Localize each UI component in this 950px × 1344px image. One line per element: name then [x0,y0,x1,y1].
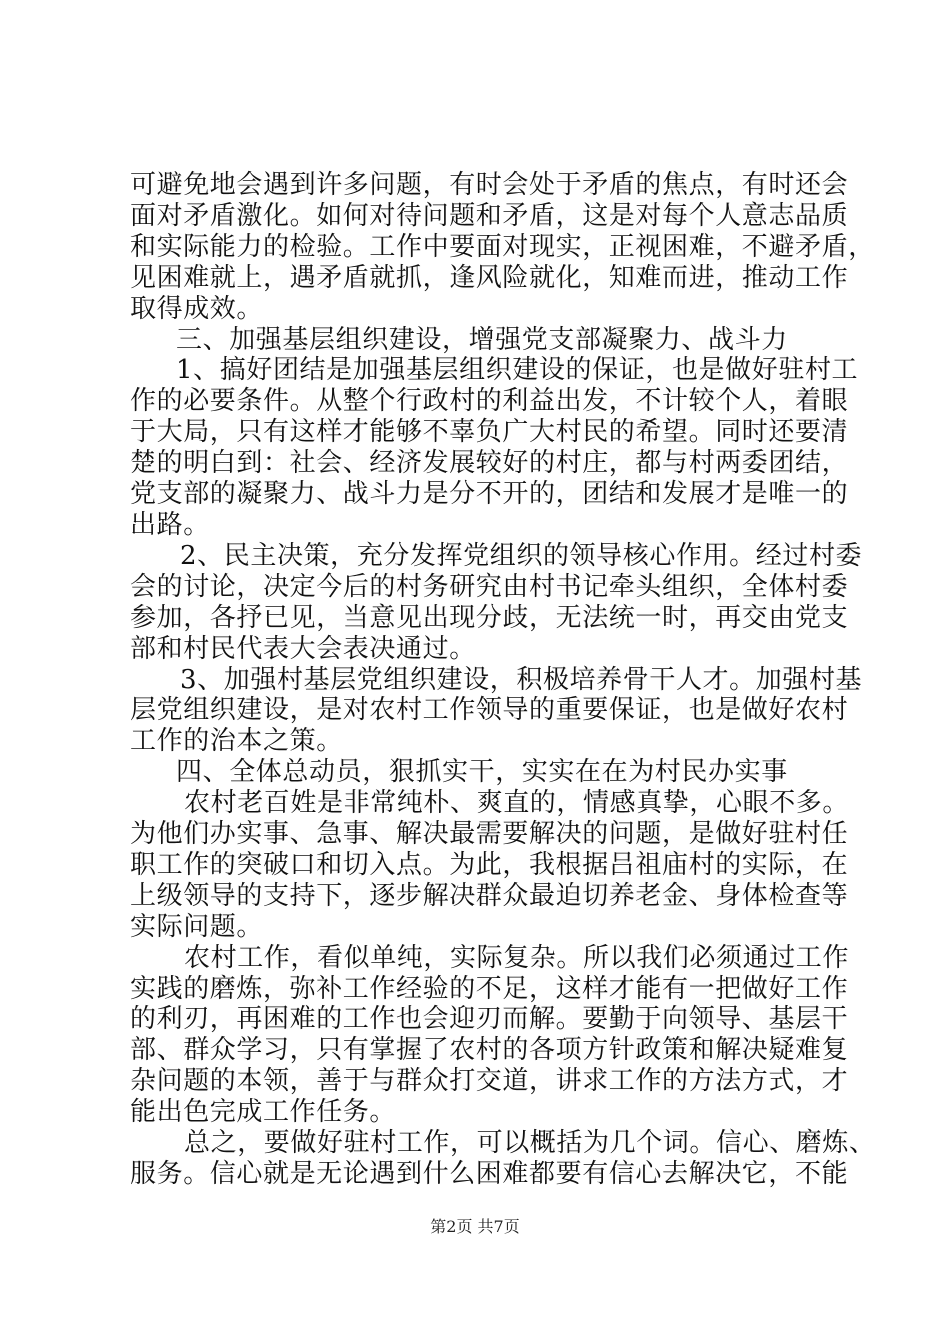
text-line: 见困难就上，遇矛盾就抓，逢风险就化，知难而进，推动工作 [130,262,849,293]
text-line: 取得成效。 [130,293,264,324]
paragraph-first-line: 农村老百姓是非常纯朴、爽直的，情感真挚，心眼不多。 [184,788,850,819]
paragraph-first-line: 2、民主决策，充分发挥党组织的领导核心作用。经过村委 [180,540,863,571]
text-line: 参加，各抒已见，当意见出现分歧，无法统一时，再交由党支 [130,602,849,633]
text-line: 党支部的凝聚力、战斗力是分不开的，团结和发展才是唯一的 [130,479,849,510]
text-line: 为他们办实事、急事、解决最需要解决的问题，是做好驻村任 [130,819,849,850]
text-line: 出路。 [130,509,210,540]
text-line: 部和村民代表大会表决通过。 [130,633,476,664]
text-line: 可避免地会遇到许多问题，有时会处于矛盾的焦点，有时还会 [130,170,849,200]
text-line: 面对矛盾激化。如何对待问题和矛盾，这是对每个人意志品质 [130,200,849,231]
text-line: 楚的明白到：社会、经济发展较好的村庄，都与村两委团结， [130,448,849,479]
text-line: 实际问题。 [130,911,264,942]
text-line: 于大局，只有这样才能够不辜负广大村民的希望。同时还要清 [130,417,849,448]
section-heading: 三、加强基层组织建设，增强党支部凝聚力、战斗力 [176,324,788,355]
paragraph-first-line: 1、搞好团结是加强基层组织建设的保证，也是做好驻村工 [176,355,859,386]
section-heading: 四、全体总动员，狠抓实干，实实在在为村民办实事 [176,757,788,788]
text-line: 作的必要条件。从整个行政村的利益出发，不计较个人，着眼 [130,386,849,417]
text-line: 服务。信心就是无论遇到什么困难都要有信心去解决它，不能 [130,1159,849,1189]
text-line: 的利刃，再困难的工作也会迎刃而解。要勤于向领导、基层干 [130,1004,849,1035]
document-body [130,170,876,1190]
paragraph-first-line: 总之，要做好驻村工作，可以概括为几个词。信心、磨炼、 [184,1128,876,1159]
text-line: 职工作的突破口和切入点。为此，我根据吕祖庙村的实际，在 [130,849,849,880]
text-line: 上级领导的支持下，逐步解决群众最迫切养老金、身体检查等 [130,880,849,911]
text-line: 能出色完成工作任务。 [130,1097,397,1128]
text-line: 和实际能力的检验。工作中要面对现实，正视困难，不避矛盾， [130,231,875,262]
text-line: 杂问题的本领，善于与群众打交道，讲求工作的方法方式，才 [130,1066,849,1097]
text-line: 部、群众学习，只有掌握了农村的各项方针政策和解决疑难复 [130,1035,849,1066]
text-line: 实践的磨炼，弥补工作经验的不足，这样才能有一把做好工作 [130,973,849,1004]
text-line: 工作的治本之策。 [130,726,343,757]
page-number-footer: 第2页 共7页 [430,1217,520,1236]
paragraph-first-line: 农村工作，看似单纯，实际复杂。所以我们必须通过工作 [184,942,850,973]
text-line: 会的讨论，决定今后的村务研究由村书记牵头组织，全体村委 [130,571,849,602]
text-line: 层党组织建设，是对农村工作领导的重要保证，也是做好农村 [130,695,849,726]
paragraph-first-line: 3、加强村基层党组织建设，积极培养骨干人才。加强村基 [180,664,863,695]
